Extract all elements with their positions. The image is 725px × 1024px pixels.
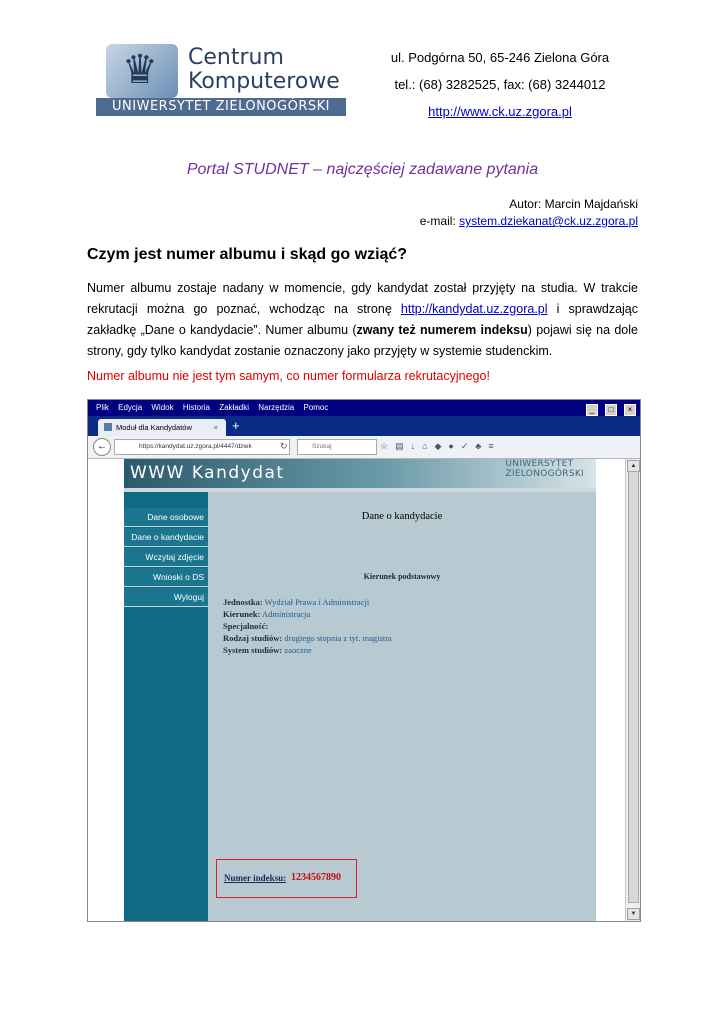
author: Autor: Marcin Majdański	[509, 197, 638, 211]
author-block	[420, 196, 638, 230]
browser-tab[interactable]	[98, 419, 226, 436]
field-row	[223, 644, 392, 656]
field-row	[223, 620, 392, 632]
field-label: Rodzaj studiów:	[223, 633, 283, 643]
eagle-icon: ♛	[122, 48, 158, 92]
main-pane	[208, 492, 596, 921]
scroll-up-icon[interactable]: ▲	[627, 460, 640, 472]
field-label: Jednostka:	[223, 597, 263, 607]
field-value: drugiego stopnia z tyt. magistra	[284, 633, 392, 643]
sidebar-item-wyloguj[interactable]: Wyloguj	[124, 588, 208, 607]
field-label: Kierunek:	[223, 609, 261, 619]
email-label: e-mail:	[419, 214, 460, 228]
tab-strip	[88, 416, 640, 436]
menu-zakladki[interactable]: Zakładki	[219, 403, 249, 412]
url-text: https://kandydat.uz.zgora.pl/4447/dziek	[139, 443, 252, 450]
field-value: Wydział Prawa i Administracji	[264, 597, 370, 607]
sidebar-item-dane-osobowe[interactable]: Dane osobowe	[124, 508, 208, 527]
favicon-icon	[104, 423, 112, 431]
tab-close-icon[interactable]: ×	[213, 423, 218, 432]
field-value: zaoczne	[284, 645, 312, 655]
sidebar-item-wczytaj-zdjecie[interactable]: Wczytaj zdjęcie	[124, 548, 208, 567]
menu-edycja[interactable]: Edycja	[118, 403, 143, 412]
pane-subtitle: Kierunek podstawowy	[363, 572, 441, 581]
site-title: WWW Kandydat	[130, 463, 285, 483]
para-text-1: Numer albumu zostaje nadany w momencie, gdy kandydat został przyjęty na studia. W trakcie rekrutacji można go poznać, wchodząc na stronę	[87, 281, 638, 316]
toolbar-icons[interactable]: ☆▤↓⌂◆●✓♣≡	[380, 441, 501, 451]
reload-icon[interactable]: ↻	[280, 441, 288, 451]
field-label: System studiów:	[223, 645, 283, 655]
album-number-label: Numer indeksu:	[224, 873, 287, 883]
back-icon[interactable]: ←	[93, 438, 111, 456]
scroll-down-icon[interactable]: ▼	[627, 908, 640, 920]
body-paragraph	[87, 278, 638, 362]
document-title: Portal STUDNET – najczęściej zadawane pytania	[186, 161, 539, 178]
browser-menubar	[88, 400, 640, 416]
sidebar-item-wnioski-o-ds[interactable]: Wnioski o DS	[124, 568, 208, 587]
contact-block	[360, 44, 640, 125]
sidebar-item-dane-o-kandydacie[interactable]: Dane o kandydacie	[124, 528, 208, 547]
para-text-3: ) pojawi się na dole strony, gdy tylko kandydat zostanie oznaczony jako przyjęty w systemie studenckim.	[87, 323, 638, 358]
para-text-2: i sprawdzając zakładkę „Dane o kandydacie”. Numer albumu (	[87, 302, 639, 337]
warning-text: Numer albumu nie jest tym samym, co numer formularza rekrutacyjnego!	[87, 369, 490, 383]
address: ul. Podgórna 50, 65-246 Zielona Góra	[390, 50, 610, 65]
browser-screenshot	[87, 399, 641, 922]
website-link[interactable]: http://www.ck.uz.zgora.pl	[428, 104, 572, 119]
menu-widok[interactable]: Widok	[151, 403, 174, 412]
field-row	[223, 632, 392, 644]
scrollbar-thumb[interactable]	[628, 471, 639, 903]
new-tab-icon[interactable]: +	[232, 418, 240, 433]
logo-line2: Komputerowe	[188, 69, 340, 94]
ck-logo	[96, 40, 346, 116]
album-number-value: 1234567890	[291, 872, 341, 883]
menu-historia[interactable]: Historia	[182, 403, 210, 412]
page-viewport	[88, 459, 625, 921]
close-icon[interactable]: ×	[624, 404, 636, 416]
site-header	[124, 459, 596, 488]
search-placeholder: Szukaj	[312, 443, 332, 450]
logo-bar: UNIWERSYTET ZIELONOGÓRSKI	[96, 98, 346, 116]
search-input[interactable]	[297, 439, 377, 455]
album-number-highlight	[216, 859, 357, 898]
site-university-label	[505, 459, 584, 479]
url-bar[interactable]	[114, 439, 290, 455]
uni-line1: UNIWERSYTET	[505, 459, 574, 469]
menu-pomoc[interactable]: Pomoc	[303, 403, 329, 412]
field-value: Administracja	[261, 609, 311, 619]
minimize-icon[interactable]: _	[586, 404, 598, 416]
menu-narzedzia[interactable]: Narzędzia	[258, 403, 295, 412]
maximize-icon[interactable]: □	[605, 404, 617, 416]
kandydat-link[interactable]: http://kandydat.uz.zgora.pl	[400, 302, 548, 316]
site-sidebar	[124, 492, 208, 921]
field-row	[223, 596, 392, 608]
logo-line1: Centrum	[188, 45, 284, 70]
email-link[interactable]: system.dziekanat@ck.uz.zgora.pl	[459, 214, 638, 228]
email-line	[420, 213, 638, 230]
pane-title: Dane o kandydacie	[361, 511, 443, 522]
phone: tel.: (68) 3282525, fax: (68) 3244012	[394, 77, 606, 92]
field-label: Specjalność:	[223, 621, 269, 631]
field-row	[223, 608, 392, 620]
vertical-scrollbar[interactable]	[625, 459, 640, 921]
menu-plik[interactable]: Plik	[96, 403, 109, 412]
field-list	[223, 596, 392, 656]
uni-line2: ZIELONOGÓRSKI	[505, 469, 584, 479]
para-bold: zwany też numerem indeksu	[356, 323, 528, 337]
navigation-bar	[88, 436, 640, 459]
tab-title: Moduł dla Kandydatów	[116, 423, 192, 432]
section-heading: Czym jest numer albumu i skąd go wziąć?	[87, 246, 408, 263]
